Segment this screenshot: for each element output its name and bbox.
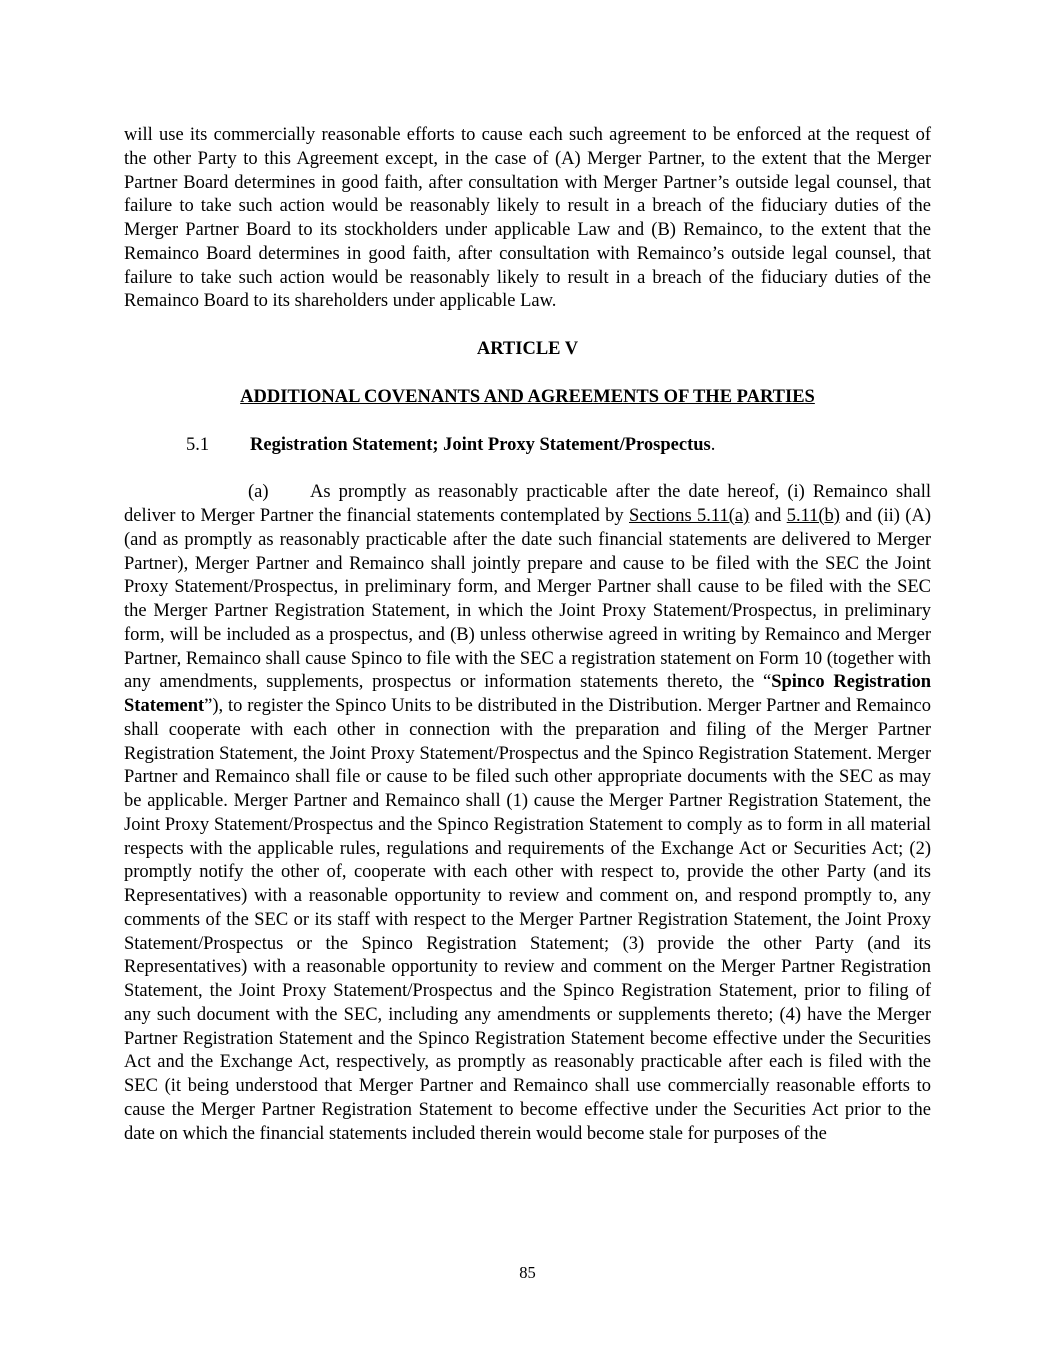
subsection-text-1: As promptly as reasonably practicable after the date hereof, (i) Remainco shall deliver to Merger Partner the financial statements contemplated by [124, 482, 931, 526]
section-title: Registration Statement; Joint Proxy Statement/Prospectus [250, 434, 711, 455]
page-body [124, 124, 931, 1146]
subsection-a-paragraph [124, 481, 931, 1146]
cross-reference-sections-5-11a: Sections 5.11(a) [629, 506, 750, 526]
article-heading: ARTICLE V [476, 339, 579, 359]
subsection-text-2: and [749, 506, 787, 526]
article-title: ADDITIONAL COVENANTS AND AGREEMENTS OF THE PARTIES [240, 386, 815, 407]
subsection-label: (a) [248, 482, 269, 503]
intro-paragraph: will use its commercially reasonable efforts to cause each such agreement to be enforced at the request of the other Party to this Agreement except, in the case of (A) Merger Partner, to the extent that the Merger Partner Board determines in good faith, after consultation with Merger Partner’s outside legal counsel, that failure to take such action would be reasonably likely to result in a breach of the fiduciary duties of the Merger Partner Board to its stockholders under applicable Law and (B) Remainco, to the extent that the Remainco Board determines in good faith, after consultation with Remainco’s outside legal counsel, that failure to take such action would be reasonably likely to result in a breach of the fiduciary duties of the Remainco Board to its shareholders under applicable Law. [124, 125, 931, 312]
page-number: 85 [519, 1263, 536, 1282]
cross-reference-5-11b: 5.11(b) [786, 506, 840, 526]
defined-term-spinco-registration-statement: Spinco Registration Statement [124, 672, 931, 716]
section-number: 5.1 [186, 434, 210, 455]
subsection-text-4: ”), to register the Spinco Units to be distributed in the Distribution. Merger Partner and Remainco shall cooperate with each other in connection with the preparation and filing of the Merger Partner Registration Statement, the Joint Proxy Statement/Prospectus and the Spinco Registration Statement. Merger Partner and Remainco shall file or cause to be filed such other appropriate documents with the SEC as may be applicable. Merger Partner and Remainco shall (1) cause the Merger Partner Registration Statement, the Joint Proxy Statement/Prospectus and the Spinco Registration Statement to comply as to form in all material respects with the applicable rules, regulations and requirements of the Exchange Act or Securities Act; (2) promptly notify the other of, cooperate with each other with respect to, provide the other Party (and its Representatives) with a reasonable opportunity to review and comment on, and respond promptly to, any comments of the SEC or its staff with respect to the Merger Partner Registration Statement, the Joint Proxy Statement/Prospectus or the Spinco Registration Statement; (3) provide the other Party (and its Representatives) with a reasonable opportunity to review and comment on the Merger Partner Registration Statement, the Joint Proxy Statement/Prospectus and the Spinco Registration Statement, prior to filing of any such document with the SEC, including any amendments or supplements thereto; (4) have the Merger Partner Registration Statement and the Spinco Registration Statement become effective under the Securities Act and the Exchange Act, respectively, as promptly as reasonably practicable after each is filed with the SEC (it being understood that Merger Partner and Remainco shall use commercially reasonable efforts to cause the Merger Partner Registration Statement to become effective under the Securities Act prior to the date on which the financial statements included therein would become stale for purposes of the [124, 696, 931, 1144]
section-title-period: . [710, 434, 716, 455]
subsection-text-3: and (ii) (A) (and as promptly as reasonably practicable after the date such financial statements are delivered to Merger Partner), Merger Partner and Remainco shall jointly prepare and cause to be filed with the SEC the Joint Proxy Statement/Prospectus, in preliminary form, and Merger Partner shall cause to be filed with the SEC the Merger Partner Registration Statement, in which the Joint Proxy Statement/Prospectus, in preliminary form, will be included as a prospectus, and (B) unless otherwise agreed in writing by Remainco and Merger Partner, Remainco shall cause Spinco to file with the SEC a registration statement on Form 10 (together with any amendments, supplements, prospectus or information statements thereto, the “ [124, 506, 931, 693]
section-heading [124, 434, 931, 458]
